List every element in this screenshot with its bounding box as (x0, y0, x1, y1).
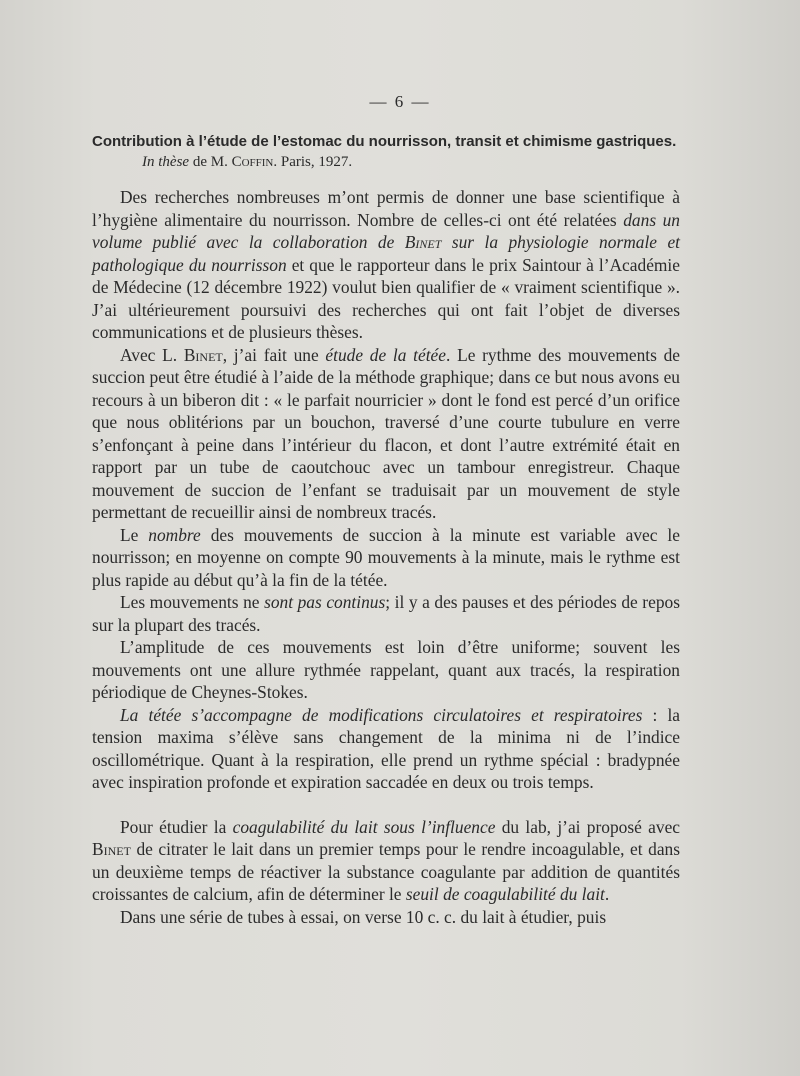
p7-italic-f: seuil de coagulabilité du lait (405, 884, 605, 904)
citation-italic: In thèse (142, 154, 190, 170)
p1-italic-b: dans un volume publié avec la collaboration de (92, 209, 681, 252)
paragraph-1 (92, 186, 680, 344)
p7-author: Binet (92, 839, 131, 859)
p4-italic-b: sont pas continus (264, 592, 386, 612)
p4-text-c: ; il y a des pauses et des périodes de repos sur la plupart des tracés. (92, 592, 680, 635)
paragraph-8: Dans une série de tubes à essai, on verse 10 c. c. du lait à étudier, puis (120, 906, 607, 927)
p2-text-e: . Le rythme des mouvements de succion peut être étudié à l’aide de la méthode graphique; dans ce but nous avons eu recours à un biberon dit : « le parfait nourricier » dont le fond est percé d’un orifice que nous oblitérions par un bouchon, traversé d’une courte tubulure en verre s’enfonçant à peine dans l’intérieur du flacon, et dont l’autre extrémité était en rapport par un tube de caoutchouc avec un tambour enregistreur. Chaque mouvement de succion de l’enfant se traduisait par un mouvement de style permettant de recueillir ainsi de nombreux tracés. (92, 344, 681, 522)
p2-author: Binet (183, 344, 223, 365)
paragraph-5: L’amplitude de ces mouvements est loin d’être uniforme; souvent les mouvements ont une allure rythmée rappelant, quant aux tracés, la respiration périodique de Cheynes-Stokes. (92, 637, 680, 702)
p2-text-a: Avec L. (120, 344, 184, 365)
p3-italic-b: nombre (148, 524, 201, 545)
p7-text-a: Pour étudier la (120, 816, 233, 837)
p4-text-a: Les mouvements ne (120, 592, 265, 612)
p1-author: Binet (404, 232, 442, 252)
citation-author: Coffin (231, 154, 274, 170)
p1-text-a: Des recherches nombreuses m’ont permis de donner une base scientifique à l’hygiène alimentaire du nourrisson. Nombre de celles-ci ont été relatées (92, 187, 680, 230)
paragraph-2 (92, 344, 680, 524)
paragraph-4 (92, 591, 680, 636)
paragraph-3 (92, 524, 680, 592)
p6-italic-a: La tétée s’accompagne de modifications circulatoires et respiratoires (120, 704, 643, 725)
page-number: — 6 — (369, 92, 431, 111)
citation-de: de M. (192, 154, 228, 170)
p7-text-e: de citrater le lait dans un premier temps pour le rendre incoagulable, et dans un deuxième temps de réactiver la substance coagulante par addition de quantités croissantes de calcium, afin de déterminer le (92, 839, 680, 904)
section-heading: Contribution à l’étude de l’estomac du nourrisson, transit et chimisme gastriques. (92, 133, 677, 150)
citation-rest: . Paris, 1927. (273, 154, 353, 170)
p3-text-c: des mouvements de succion à la minute est variable avec le nourrisson; en moyenne on compte 90 mouvements à la minute, mais le rythme est plus rapide au début qu’à la fin de la tétée. (92, 524, 680, 590)
p1-italic-d: sur la physiologie normale et pathologique du nourrisson (92, 232, 680, 275)
p2-text-c: , j’ai fait une (222, 344, 326, 365)
p7-italic-b: coagulabilité du lait sous l’influence (232, 816, 496, 837)
p6-text-b: : la tension maxima s’élève sans changement de la minima ni de l’indice oscillométrique. Quant à la respiration, elle prend un rythme spécial : bradypnée avec inspiration profonde et expiration saccadée en deux ou trois temps. (92, 704, 681, 792)
p7-text-g: . (604, 884, 610, 904)
paragraph-6 (92, 704, 680, 794)
p1-text-e: et que le rapporteur dans le prix Saintour à l’Académie de Médecine (12 décembre 1922) voulut bien qualifier de « vraiment scientifique ». J’ai ultérieurement poursuivi des recherches qui ont fait l’objet de diverses communications et de plusieurs thèses. (92, 254, 680, 342)
citation-line (142, 152, 352, 172)
paragraph-7 (92, 816, 680, 906)
p3-text-a: Le (120, 524, 149, 545)
p2-italic-d: étude de la tétée (325, 344, 446, 365)
p7-text-c: du lab, j’ai proposé avec (495, 816, 681, 837)
body-text (92, 186, 680, 928)
